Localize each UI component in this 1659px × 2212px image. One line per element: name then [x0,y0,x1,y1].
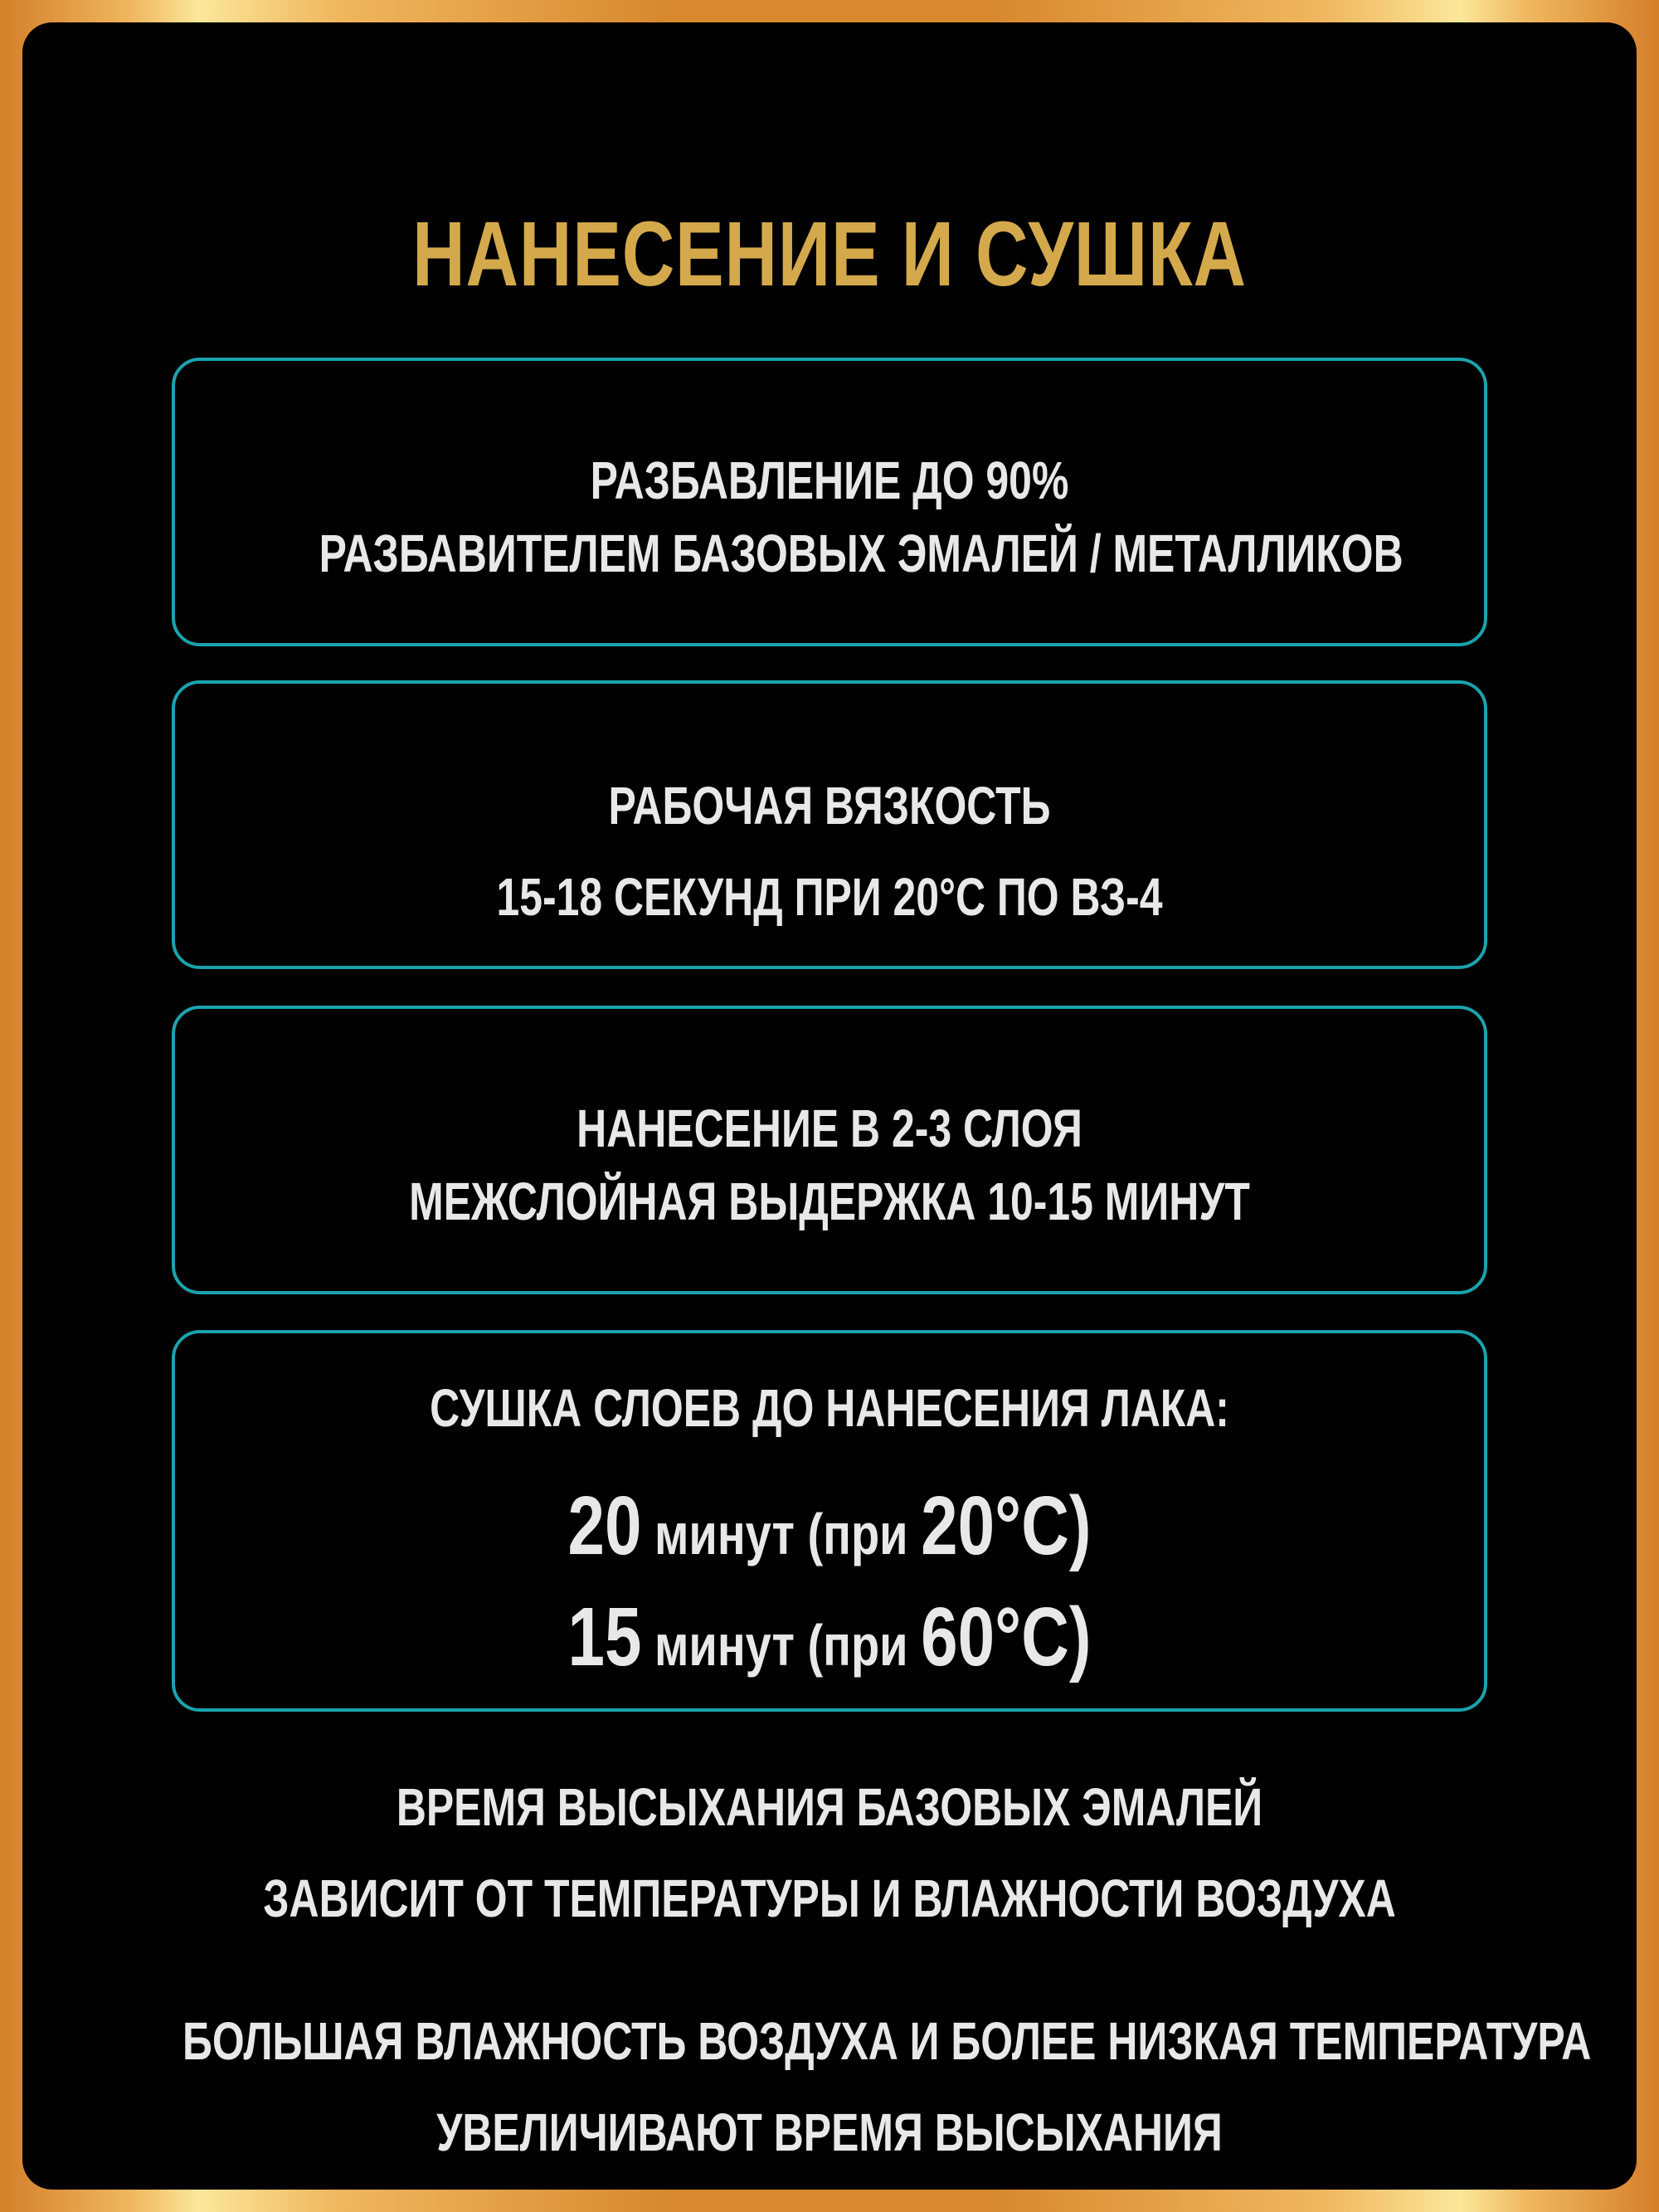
card-text-line: 15-18 СЕКУНД ПРИ 20°С ПО ВЗ-4 [496,867,1163,927]
card-text-line: НАНЕСЕНИЕ В 2-3 СЛОЯ [577,1099,1082,1158]
card-text-line: РАБОЧАЯ ВЯЗКОСТЬ [608,776,1051,836]
info-card-drying [172,1330,1487,1712]
footer-text-line: БОЛЬШАЯ ВЛАЖНОСТЬ ВОЗДУХА И БОЛЕЕ НИЗКАЯ ТЕМПЕРАТУРА [182,2011,1592,2071]
card-text-line: МЕЖСЛОЙНАЯ ВЫДЕРЖКА 10-15 МИНУТ [409,1172,1250,1231]
drying-temp: 60°С) [921,1591,1092,1683]
footer-text-line: ЗАВИСИТ ОТ ТЕМПЕРАТУРЫ И ВЛАЖНОСТИ ВОЗДУХА [263,1869,1396,1928]
card-heading: СУШКА СЛОЕВ ДО НАНЕСЕНИЯ ЛАКА: [430,1378,1229,1438]
drying-unit: минут (при [641,1613,922,1678]
drying-temp: 20°С) [921,1479,1092,1572]
page-title: НАНЕСЕНИЕ И СУШКА [412,203,1247,305]
drying-unit: минут (при [641,1502,922,1566]
footer-note-humidity [0,1995,1659,2178]
footer-text-line: УВЕЛИЧИВАЮТ ВРЕМЯ ВЫСЫХАНИЯ [436,2102,1223,2162]
drying-row-1 [306,1479,1353,1594]
card-text-line: РАЗБАВИТЕЛЕМ БАЗОВЫХ ЭМАЛЕЙ / МЕТАЛЛИКОВ [319,524,1404,583]
card-text-line: РАЗБАВЛЕНИЕ ДО 90% [590,451,1069,510]
drying-row-2 [306,1591,1353,1705]
footer-text-line: ВРЕМЯ ВЫСЫХАНИЯ БАЗОВЫХ ЭМАЛЕЙ [396,1777,1263,1837]
drying-time: 15 [567,1591,642,1683]
info-card-viscosity [172,680,1487,969]
footer-note-drying-time [0,1761,1659,1944]
info-card-dilution [172,358,1487,646]
drying-time: 20 [567,1479,642,1572]
info-card-application [172,1006,1487,1294]
